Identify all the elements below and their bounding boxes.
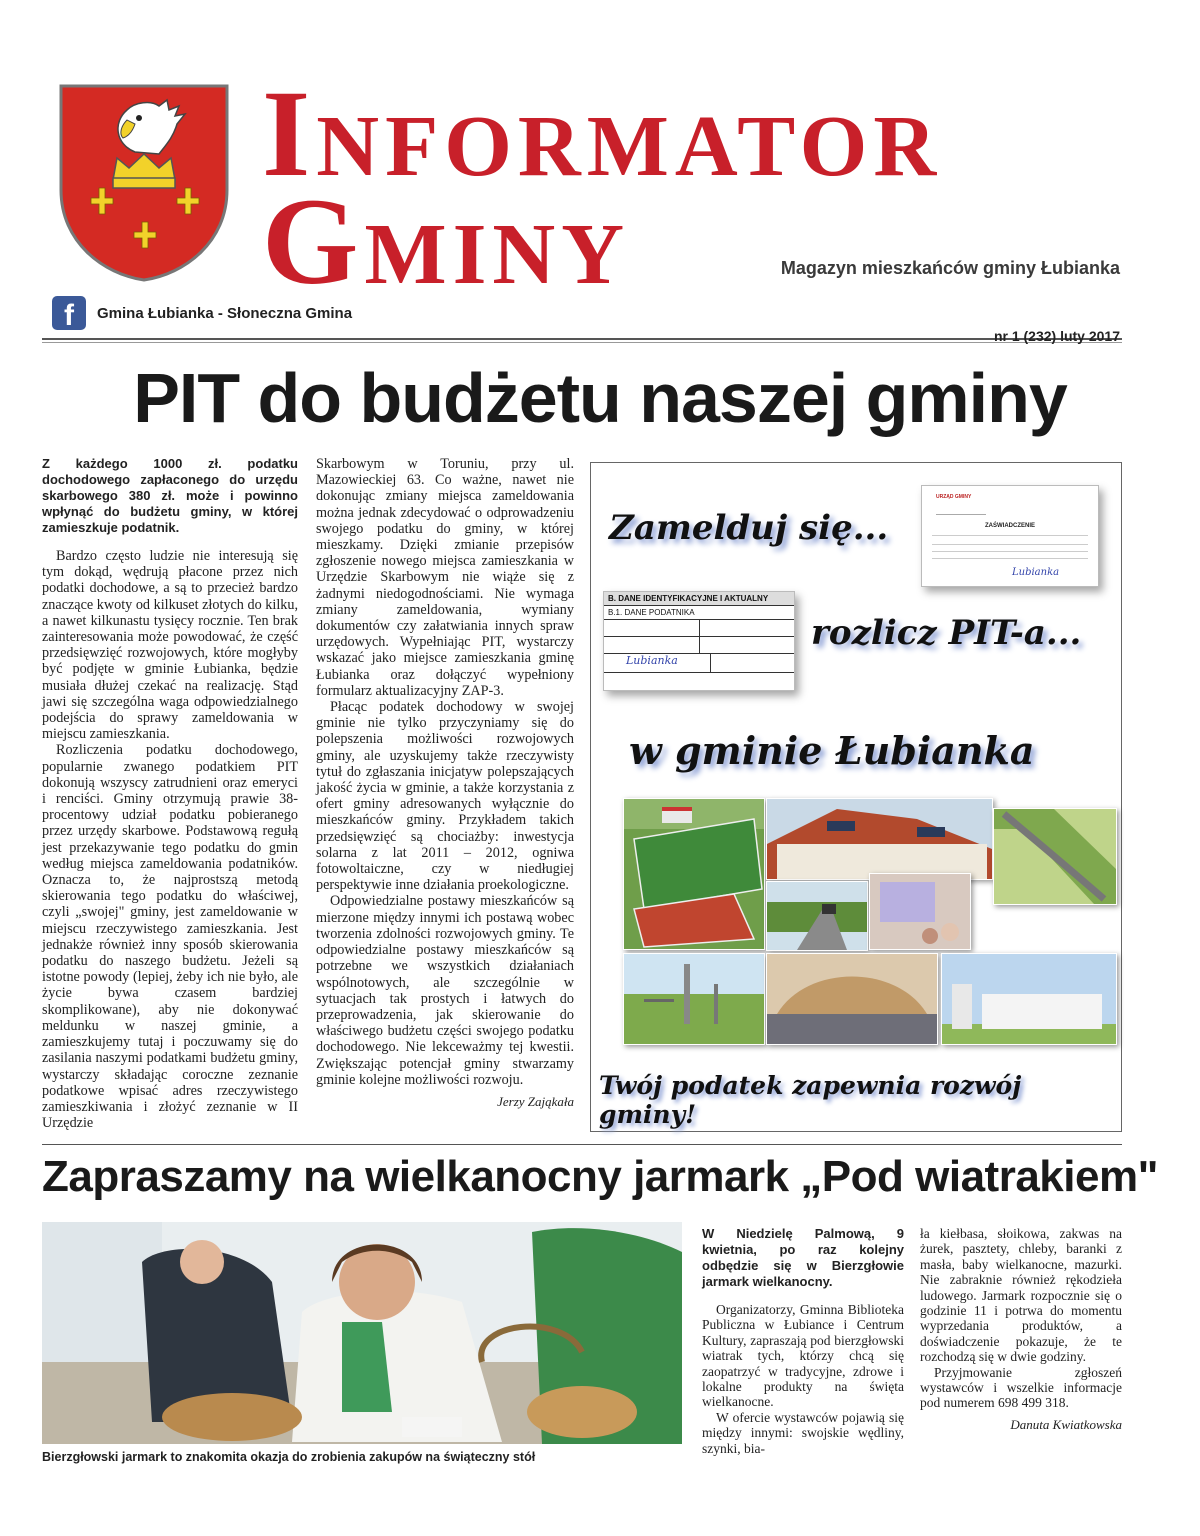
article2-paragraph: Przyjmowanie zgłoszeń wystawców i wszelkie informacje pod numerem 698 499 318.	[920, 1364, 1122, 1411]
article1-author: Jerzy Zająkała	[497, 1093, 574, 1109]
promo-line2: rozlicz PIT-a...	[811, 613, 1082, 653]
article1-lead: Z każdego 1000 zł. podatku dochodowego zapłaconego do urzędu skarbowego 380 zł. może i powinno wpłynąć do budżetu gminy, w której zamieszkuje podatnik.	[42, 456, 298, 535]
article2-author: Danuta Kwiatkowska	[1010, 1416, 1122, 1432]
pit-form-gmina: Lubianka	[604, 654, 711, 672]
sports-field-photo	[623, 798, 765, 950]
article1-paragraph: Skarbowym w Toruniu, przy ul. Mazowieckiej 63. Co ważne, nawet nie dokonując zmiany miejsca zameldowania można jednak zdecydować o odprowadzeniu swojego podatku do gminy, w której mieszkamy. Dzięki zmianie przepisów zgłoszenie nowego miejsca zamieszkania w Urzędzie Skarbowym nie wiąże się z żadnymi niedogodnościami. Nie wymaga zmiany zameldowania, wymiany dokumentów czy załatwiania innych spraw urzędowych. Wypełniając PIT, wystarczy wskazać jako miejsce zamieszkania gminę Łubianka oraz dołączyć wypełniony formularz aktualizacyjny ZAP-3.	[316, 456, 574, 699]
article2-paragraph: ła kiełbasa, słoikowa, zakwas na żurek, pasztety, chleby, baranki z masła, baby wielkanocne, mazurki. Nie zabraknie również rękodzieła ludowego. Jarmark rozpocznie się o godzinie 11 i potrwa do momentu wyprzedania produktów, a doświadczenie pokazuje, że te rozchodzą się w dwie godziny.	[920, 1226, 1122, 1365]
masthead-title-line1: Informator	[262, 65, 943, 202]
article2-paragraph: Organizatorzy, Gminna Biblioteka Publiczna w Łubiance i Centrum Kultury, zapraszają pod bierzgłowski wiatrak tych, którzy chcą się zaopatrzyć w tradycyjne, zdrowe i lokalne produkty na święta wielkanocne.	[702, 1302, 904, 1410]
section-divider	[42, 1144, 1122, 1145]
water-plant-photo	[941, 953, 1117, 1045]
article2-paragraph: W ofercie wystawców pojawią się między innymi: swojskie wędliny, szynki, bia-	[702, 1409, 904, 1456]
masthead-tagline: Magazyn mieszkańców gminy Łubianka	[780, 258, 1120, 278]
article1-paragraph: Rozliczenia podatku dochodowego, popularnie zwanego podatkiem PIT dokonują wszyscy zatrudnieni oraz emeryci i renciści. Gminy otrzymują prawie 38-procentowy udział podatku pobieranego przez urzędy skarbowe. Podstawową regułą jest przekazywanie tego podatku do gmin według miejsca zameldowania podatników. Oznacza to, że najprostszą metodą skierowania tego podatku do właściwej, czyli „swojej" gminy, jest zameldowanie w miejscu rzeczywistego zamieszkania. Jest jednakże również inny sposób skierowania podatku do naszego budżetu. Jeżeli są istotne powody (lepiej, żeby ich nie było, ale życie bywa czasem bardziej skomplikowane), aby nie dokonywać meldunku w naszej gminie, a zamieszkujemy tutaj i poczuwamy się do zasilania naszymi podatkami budżetu gminy, wystarczy składając coroczne zeznanie podatkowe wpisać adres rzeczywistego zamieszkiwania i złożyć zeznanie w II Urzędzie	[42, 742, 298, 1132]
easter-fair-photo	[42, 1222, 682, 1444]
facebook-icon[interactable]: f	[52, 296, 86, 330]
presentation-room-photo	[869, 873, 971, 950]
pit-form-image	[603, 591, 795, 691]
promo-line4: Twój podatek zapewnia rozwój gminy!	[599, 1071, 1022, 1129]
coat-of-arms-icon	[55, 82, 233, 282]
pit-form-subheader: B.1. DANE PODATNIKA	[604, 606, 794, 620]
article2-column2	[920, 1226, 1122, 1432]
pit-promo-infographic	[590, 462, 1122, 1132]
outdoor-gym-photo	[623, 953, 765, 1045]
masthead-divider-thin	[42, 342, 1122, 343]
article2-column1	[702, 1226, 904, 1456]
article1-headline: PIT do budżetu naszej gminy	[133, 359, 1067, 437]
easter-fair-caption: Bierzgłowski jarmark to znakomita okazja do zrobienia zakupów na świąteczny stół	[42, 1450, 536, 1464]
article2-lead: W Niedzielę Palmową, 9 kwietnia, po raz kolejny odbędzie się w Bierzgłowie jarmark wielkanocny.	[702, 1226, 904, 1289]
article1-column1	[42, 456, 298, 1131]
certificate-gmina: Lubianka	[1012, 567, 1060, 578]
masthead-title-line2: Gminy	[262, 173, 631, 310]
article1-paragraph: Bardzo często ludzie nie interesują się tym dokąd, wędrują płacone przez nich podatki dochodowe, a są to przecież bardzo znaczące kwoty od kilkuset złotych do kilku, a nawet kilkunastu tysięcy rocznie. Ten brak zainteresowania może powodować, że część przedsięwzięć rozwojowych, które mogłyby być podjęte w gminie Łubianka, będzie musiała dłużej czekać na realizację. Stąd jawi się szczególna waga odpowiedzialnego podejścia do sprawy zameldowania w miejscu zamieszkania.	[42, 548, 298, 743]
certificate-title: ZAŚWIADCZENIE	[985, 523, 1035, 529]
article1-column2	[316, 456, 574, 1110]
article1-paragraph: Płacąc podatek dochodowy w swojej gminie nie tylko przyczyniamy się do polepszenia możliwości rozwojowych gminy, ale uzyskujemy także rzeczywisty tytuł do zgłaszania inicjatyw polepszających jakość życia w gminie, a także korzystania z ofert gminy adresowanych wyłącznie do mieszkańców gminy. Przykładem takich przedsięwzięć są chociażby: inwestycja solarna z lat 2011 – 2012, ogniwa fotowoltaiczne, czy w niedługiej perspektywie inne działania proekologiczne.	[316, 699, 574, 894]
article2-headline: Zapraszamy na wielkanocny jarmark „Pod wiatrakiem"	[42, 1152, 1158, 1201]
amphitheater-photo	[766, 953, 938, 1045]
masthead-divider	[42, 338, 1122, 340]
promo-line1: Zamelduj się...	[609, 508, 889, 548]
building-solar-photo	[766, 798, 993, 880]
registration-certificate-image: URZĄD GMINY ZAŚWIADCZENIE Lubianka	[921, 485, 1099, 587]
issue-number: nr 1 (232) luty 2017	[993, 328, 1120, 344]
road-machinery-photo	[766, 881, 868, 951]
aerial-road-photo	[993, 808, 1117, 905]
pit-form-header: B. DANE IDENTYFIKACYJNE I AKTUALNY	[604, 592, 794, 606]
facebook-page-link[interactable]: Gmina Łubianka - Słoneczna Gmina	[97, 305, 353, 322]
promo-line3: w gminie Łubianka	[629, 728, 1035, 773]
article1-paragraph: Odpowiedzialne postawy mieszkańców są mierzone między innymi ich postawą wobec tworzenia zdolności rozwojowych gminy. Te odpowiedzialne postawy mieszkańców są potrzebne we wszystkich działaniach wspólnotowych, ale szczególnie w sytuacjach tak prostych i łatwych do przeprowadzenia, jak skierowanie do właściwego budżetu części swojego podatku dochodowego. Nie lekceważmy tej kwestii. Zwiększając potencjał gminy stwarzamy gminie kolejne możliwości rozwoju.	[316, 893, 574, 1088]
